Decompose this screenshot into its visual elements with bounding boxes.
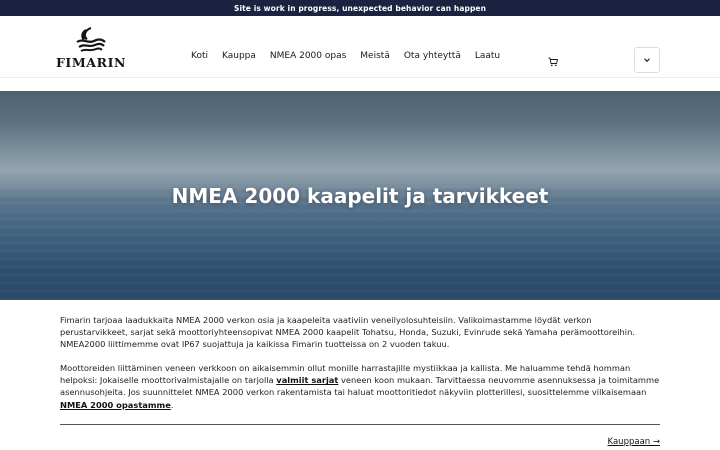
ready-kits-link[interactable]: valmiit sarjat [276,375,339,386]
guide-text-a: Moottoreiden liittäminen veneen verkkoon on aikaisemmin ollut monille harrastajille mystiikkaa ja kallista. Me haluamme tehdä homman helpoksi: Jokaiselle moottorivalmistajalle on tarjolla [60,363,631,386]
nav-item-laatu[interactable]: Laatu [474,51,501,61]
language-select[interactable] [634,47,660,73]
nav-item-ota-yhteytta[interactable]: Ota yhteyttä [403,51,461,61]
nav-item-meista[interactable]: Meistä [360,51,390,61]
hero-title: NMEA 2000 kaapelit ja tarvikkeet [171,184,549,208]
guide-text-c: . [170,399,174,410]
content-divider [60,424,660,425]
wave-logo-icon [74,26,108,54]
cart-icon [548,57,558,67]
guide-paragraph [60,362,660,410]
chevron-down-icon [643,56,651,64]
nav-item-nmea-opas[interactable]: NMEA 2000 opas [269,51,347,61]
logo-text: FIMARIN [55,55,127,70]
nav-item-kauppa[interactable]: Kauppa [222,51,256,61]
main-nav [191,51,500,61]
hero-banner [0,91,720,300]
cart-button[interactable] [548,57,558,67]
nmea-guide-link[interactable]: NMEA 2000 opastamme [60,399,171,410]
sea-image [0,186,720,300]
site-logo[interactable] [55,26,127,76]
announcement-text: Site is work in progress, unexpected behavior can happen [233,3,487,13]
intro-paragraph: Fimarin tarjoaa laadukkaita NMEA 2000 verkon osia ja kaapeleita vaativiin veneilyolosuhteisiin. Valikoimastamme löydät verkon perustarvikkeet, sarjat sekä moottoriyhteensopivat NMEA 2000 kaapelit Tohatsu, Honda, Suzuki, Evinrude sekä Yamaha perämoottoreihin. NMEA2000 liittimemme ovat IP67 suojattuja ja kaikissa Fimarin tuotteissa on 2 vuoden takuu. [60,315,635,350]
site-header [0,16,720,78]
shop-link[interactable]: Kauppaan → [607,437,660,447]
intro-content [60,314,660,423]
guide-text-b: veneen koon mukaan. Tarvittaessa neuvomme asennuksessa ja toimitamme asennusohjeita. Jos suunnittelet NMEA 2000 verkon rakentamista tai haluat moottoritiedot näkyviin plotterillesi, suosittelemme vilkaisemaan [60,375,660,398]
nav-item-koti[interactable]: Koti [191,51,208,61]
announcement-banner [0,0,720,16]
